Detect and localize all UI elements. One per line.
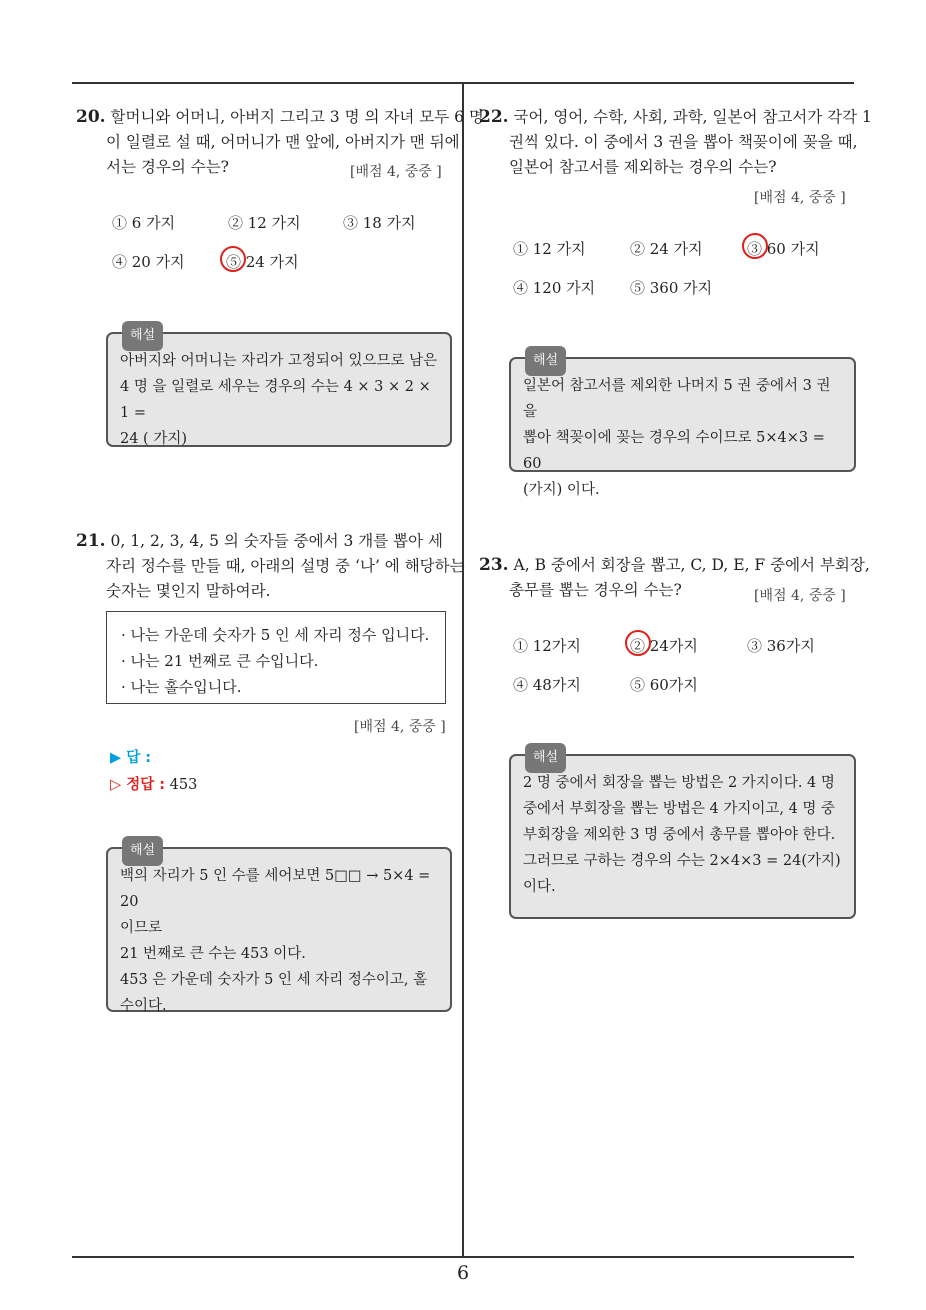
choice-3[interactable]: ③ 36가지 <box>747 637 815 655</box>
correct-answer-label: ▷ 정답 : <box>110 777 166 793</box>
solution-line: 일본어 참고서를 제외한 나머지 5 권 중에서 3 권을 <box>523 378 831 420</box>
choice-1[interactable]: ① 6 가지 <box>112 214 176 232</box>
question-text-line: 총무를 뽑는 경우의 수는? <box>509 581 682 599</box>
choice-4[interactable]: ④ 20 가지 <box>112 253 185 271</box>
solution-line: 21 번째로 큰 수는 453 이다. <box>120 946 306 962</box>
column-divider <box>462 82 464 1258</box>
correct-answer <box>110 773 197 794</box>
question-22 <box>479 105 872 180</box>
solution-line: 이므로 <box>120 920 163 936</box>
solution-box <box>106 843 452 1014</box>
question-text-line: 서는 경우의 수는? <box>106 158 229 176</box>
score-label: [배점 4, 중중 ] <box>754 588 846 604</box>
solution-line: 4 명 을 일렬로 세우는 경우의 수는 4 × 3 × 2 × 1 = <box>120 379 431 421</box>
question-number: 21. <box>76 531 106 551</box>
choice-4[interactable]: ④ 48가지 <box>513 676 581 694</box>
question-text-line: A, B 중에서 회장을 뽑고, C, D, E, F 중에서 부회장, <box>513 556 870 574</box>
solution-tag: 해설 <box>122 836 163 866</box>
question-text-line: 국어, 영어, 수학, 사회, 과학, 일본어 참고서가 각각 1 <box>513 108 872 126</box>
bottom-rule <box>72 1256 854 1258</box>
solution-line: 백의 자리가 5 인 수를 세어보면 5□□ → 5×4 = 20 <box>120 868 431 910</box>
score-label: [배점 4, 중중 ] <box>754 190 846 206</box>
condition-line: · 나는 21 번째로 큰 수입니다. <box>121 652 319 670</box>
solution-line: 이다. <box>523 879 556 895</box>
solution-line: 수이다. <box>120 998 167 1014</box>
question-text-line: 0, 1, 2, 3, 4, 5 의 숫자들 중에서 3 개를 뽑아 세 <box>110 532 443 550</box>
question-21 <box>76 529 465 604</box>
solution-line: (가지) 이다. <box>523 482 600 498</box>
solution-line: 그러므로 구하는 경우의 수는 2×4×3 = 24(가지) <box>523 853 841 869</box>
solution-box <box>106 328 452 447</box>
solution-tag: 해설 <box>122 321 163 351</box>
choice-3[interactable]: ③ 18 가지 <box>343 214 416 232</box>
choice-3[interactable]: ③ 60 가지 <box>747 240 820 258</box>
answer-mark-circle <box>742 233 768 259</box>
question-number: 20. <box>76 107 106 127</box>
score-label: [배점 4, 중중 ] <box>354 719 446 735</box>
choice-4[interactable]: ④ 120 가지 <box>513 279 596 297</box>
choice-5[interactable]: ⑤ 360 가지 <box>630 279 713 297</box>
solution-line: 아버지와 어머니는 자리가 고정되어 있으므로 남은 <box>120 353 438 369</box>
question-number: 22. <box>479 107 509 127</box>
question-text-line: 숫자는 몇인지 말하여라. <box>106 582 271 600</box>
correct-answer-value: 453 <box>169 777 198 793</box>
solution-line: 24 ( 가지) <box>120 431 187 447</box>
choice-5[interactable]: ⑤ 60가지 <box>630 676 698 694</box>
solution-tag: 해설 <box>525 743 566 773</box>
solution-line: 2 명 중에서 회장을 뽑는 방법은 2 가지이다. 4 명 <box>523 775 835 791</box>
solution-line: 뽑아 책꽂이에 꽂는 경우의 수이므로 5×4×3 = 60 <box>523 430 825 472</box>
solution-line: 453 은 가운데 숫자가 5 인 세 자리 정수이고, 홀 <box>120 972 428 988</box>
answer-mark-circle <box>220 246 246 272</box>
solution-line: 중에서 부회장을 뽑는 방법은 4 가지이고, 4 명 중 <box>523 801 836 817</box>
question-text-line: 권씩 있다. 이 중에서 3 권을 뽑아 책꽂이에 꽂을 때, <box>509 133 858 151</box>
condition-line: · 나는 홀수입니다. <box>121 678 242 696</box>
choice-5[interactable]: ⑤ 24 가지 <box>226 253 299 271</box>
choice-2[interactable]: ② 12 가지 <box>228 214 301 232</box>
choice-2[interactable]: ② 24가지 <box>630 637 698 655</box>
question-number: 23. <box>479 555 509 575</box>
solution-box <box>509 353 856 498</box>
answer-mark-circle <box>625 630 651 656</box>
choice-2[interactable]: ② 24 가지 <box>630 240 703 258</box>
answer-prompt: ▶ 답 : <box>110 750 152 766</box>
choice-1[interactable]: ① 12 가지 <box>513 240 586 258</box>
condition-line: · 나는 가운데 숫자가 5 인 세 자리 정수 입니다. <box>121 626 430 644</box>
solution-box <box>509 750 856 919</box>
question-text-line: 자리 정수를 만들 때, 아래의 설명 중 ‘나’ 에 해당하는 <box>106 557 465 575</box>
condition-box <box>106 611 446 704</box>
question-text-line: 할머니와 어머니, 아버지 그리고 3 명 의 자녀 모두 6 명 <box>110 108 484 126</box>
score-label: [배점 4, 중중 ] <box>350 164 442 180</box>
question-text-line: 이 일렬로 설 때, 어머니가 맨 앞에, 아버지가 맨 뒤에 <box>106 133 460 151</box>
solution-tag: 해설 <box>525 346 566 376</box>
solution-line: 부회장을 제외한 3 명 중에서 총무를 뽑아야 한다. <box>523 827 836 843</box>
page-number: 6 <box>456 1262 470 1284</box>
question-text-line: 일본어 참고서를 제외하는 경우의 수는? <box>509 158 777 176</box>
choice-1[interactable]: ① 12가지 <box>513 637 581 655</box>
